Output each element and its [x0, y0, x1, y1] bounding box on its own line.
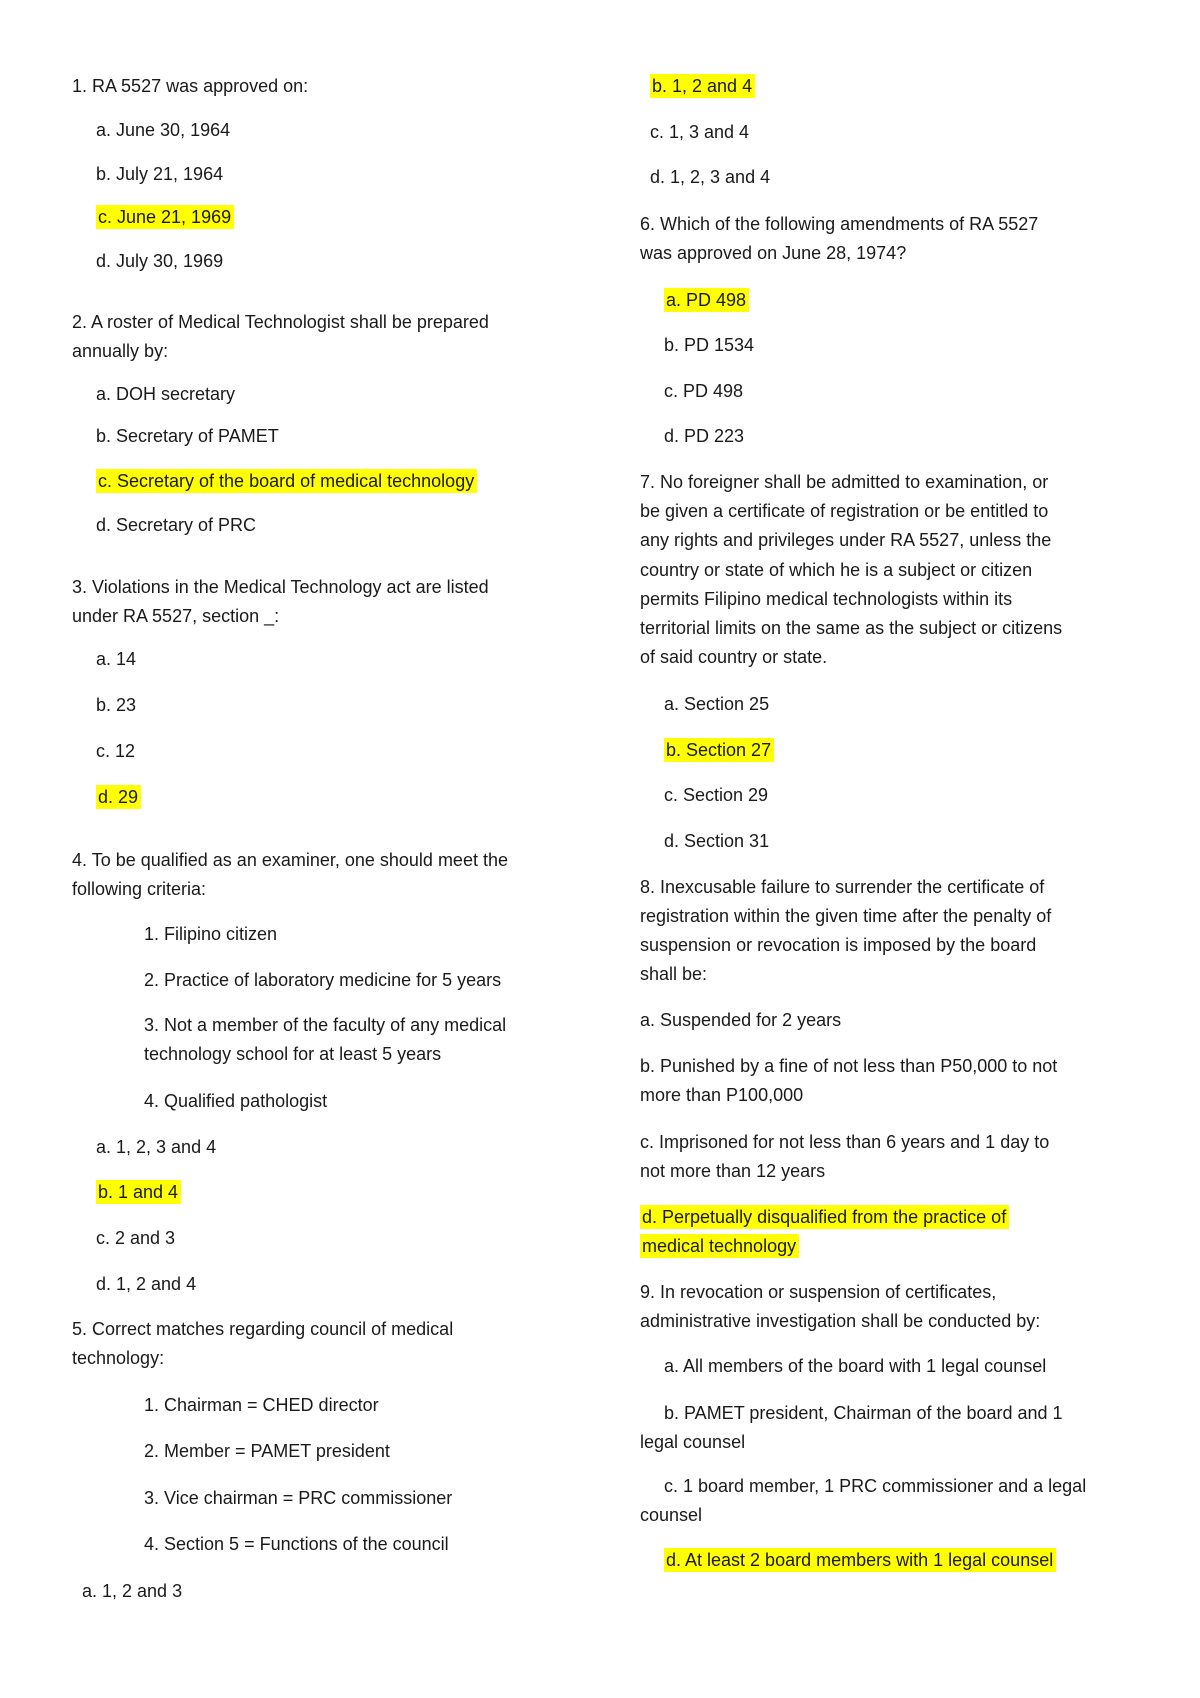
question-1-line-1: 1. RA 5527 was approved on: — [72, 76, 309, 96]
q4-criterion-3: 3. Not a member of the faculty of any medical — [144, 1015, 507, 1035]
answer-highlight: c. Secretary of the board of medical technology — [96, 469, 477, 493]
q4-criterion-3-cont: technology school for at least 5 years — [144, 1044, 442, 1064]
q9-option-c: c. 1 board member, 1 PRC commissioner and a legal — [664, 1476, 1087, 1496]
q5-match-3: 3. Vice chairman = PRC commissioner — [144, 1488, 453, 1508]
question-3-line-1: 3. Violations in the Medical Technology act are listed — [72, 577, 489, 597]
q7-option-a: a. Section 25 — [664, 694, 770, 714]
q2-option-b: b. Secretary of PAMET — [96, 426, 279, 446]
question-7-line-4: country or state of which he is a subject or citizen — [640, 560, 1033, 580]
question-6-line-2: was approved on June 28, 1974? — [640, 243, 907, 263]
q5-option-d: d. 1, 2, 3 and 4 — [650, 167, 771, 187]
q9-option-b: b. PAMET president, Chairman of the board and 1 — [664, 1403, 1063, 1423]
q8-option-d-answer-cont — [640, 1232, 799, 1261]
q4-criterion-1: 1. Filipino citizen — [144, 924, 278, 944]
answer-highlight: b. 1, 2 and 4 — [650, 74, 755, 98]
q5-match-4: 4. Section 5 = Functions of the council — [144, 1534, 449, 1554]
question-4-line-1: 4. To be qualified as an examiner, one should meet the — [72, 850, 508, 870]
answer-highlight: b. 1 and 4 — [96, 1180, 181, 1204]
q8-option-b: b. Punished by a fine of not less than P50,000 to not — [640, 1056, 1058, 1076]
q6-option-d: d. PD 223 — [664, 426, 745, 446]
q4-option-b-answer — [96, 1178, 181, 1207]
q8-option-c: c. Imprisoned for not less than 6 years and 1 day to — [640, 1132, 1050, 1152]
question-5-line-2: technology: — [72, 1348, 165, 1368]
question-3-line-2: under RA 5527, section _: — [72, 606, 280, 626]
q4-option-d: d. 1, 2 and 4 — [96, 1274, 197, 1294]
q6-option-b: b. PD 1534 — [664, 335, 755, 355]
q2-option-a: a. DOH secretary — [96, 384, 236, 404]
question-8-line-4: shall be: — [640, 964, 708, 984]
question-7-line-2: be given a certificate of registration or be entitled to — [640, 501, 1049, 521]
question-2-line-1: 2. A roster of Medical Technologist shall be prepared — [72, 312, 489, 332]
question-9-line-2: administrative investigation shall be conducted by: — [640, 1311, 1041, 1331]
q5-option-c: c. 1, 3 and 4 — [650, 122, 750, 142]
q3-option-d-answer — [96, 783, 141, 812]
question-4-line-2: following criteria: — [72, 879, 207, 899]
answer-highlight: b. Section 27 — [664, 738, 774, 762]
q7-option-d: d. Section 31 — [664, 831, 770, 851]
question-7-line-7: of said country or state. — [640, 647, 828, 667]
answer-highlight: medical technology — [640, 1234, 799, 1258]
q7-option-b-answer — [664, 736, 774, 765]
q9-option-d-answer — [664, 1546, 1056, 1575]
answer-highlight: d. Perpetually disqualified from the practice of — [640, 1205, 1009, 1229]
q9-option-b-cont: legal counsel — [640, 1432, 746, 1452]
q2-option-c-answer — [96, 467, 477, 496]
q5-match-2: 2. Member = PAMET president — [144, 1441, 390, 1461]
q3-option-c: c. 12 — [96, 741, 136, 761]
q1-option-c-answer — [96, 203, 234, 232]
q4-criterion-4: 4. Qualified pathologist — [144, 1091, 328, 1111]
q3-option-b: b. 23 — [96, 695, 137, 715]
question-8-line-3: suspension or revocation is imposed by the board — [640, 935, 1037, 955]
q1-option-b: b. July 21, 1964 — [96, 164, 224, 184]
q8-option-d-answer — [640, 1203, 1009, 1232]
answer-highlight: d. At least 2 board members with 1 legal counsel — [664, 1548, 1056, 1572]
q2-option-d: d. Secretary of PRC — [96, 515, 257, 535]
q6-option-c: c. PD 498 — [664, 381, 744, 401]
question-8-line-1: 8. Inexcusable failure to surrender the certificate of — [640, 877, 1045, 897]
q1-option-d: d. July 30, 1969 — [96, 251, 224, 271]
q5-option-b-answer — [650, 72, 755, 101]
question-2-line-2: annually by: — [72, 341, 169, 361]
q1-option-a: a. June 30, 1964 — [96, 120, 231, 140]
question-7-line-5: permits Filipino medical technologists within its — [640, 589, 1013, 609]
q9-option-c-cont: counsel — [640, 1505, 703, 1525]
q5-match-1: 1. Chairman = CHED director — [144, 1395, 379, 1415]
q4-option-a: a. 1, 2, 3 and 4 — [96, 1137, 217, 1157]
q4-criterion-2: 2. Practice of laboratory medicine for 5 years — [144, 970, 502, 990]
q8-option-b-cont: more than P100,000 — [640, 1085, 804, 1105]
q6-option-a-answer — [664, 286, 749, 315]
answer-highlight: d. 29 — [96, 785, 141, 809]
q8-option-a: a. Suspended for 2 years — [640, 1010, 842, 1030]
question-7-line-3: any rights and privileges under RA 5527, unless the — [640, 530, 1052, 550]
question-7-line-1: 7. No foreigner shall be admitted to examination, or — [640, 472, 1049, 492]
question-9-line-1: 9. In revocation or suspension of certificates, — [640, 1282, 997, 1302]
q9-option-a: a. All members of the board with 1 legal counsel — [664, 1356, 1047, 1376]
q7-option-c: c. Section 29 — [664, 785, 769, 805]
q8-option-c-cont: not more than 12 years — [640, 1161, 826, 1181]
question-5-line-1: 5. Correct matches regarding council of medical — [72, 1319, 454, 1339]
q5-option-a: a. 1, 2 and 3 — [82, 1581, 183, 1601]
q4-option-c: c. 2 and 3 — [96, 1228, 176, 1248]
q3-option-a: a. 14 — [96, 649, 137, 669]
question-7-line-6: territorial limits on the same as the subject or citizens — [640, 618, 1063, 638]
answer-highlight: c. June 21, 1969 — [96, 205, 234, 229]
question-8-line-2: registration within the given time after the penalty of — [640, 906, 1052, 926]
answer-highlight: a. PD 498 — [664, 288, 749, 312]
question-6-line-1: 6. Which of the following amendments of RA 5527 — [640, 214, 1039, 234]
